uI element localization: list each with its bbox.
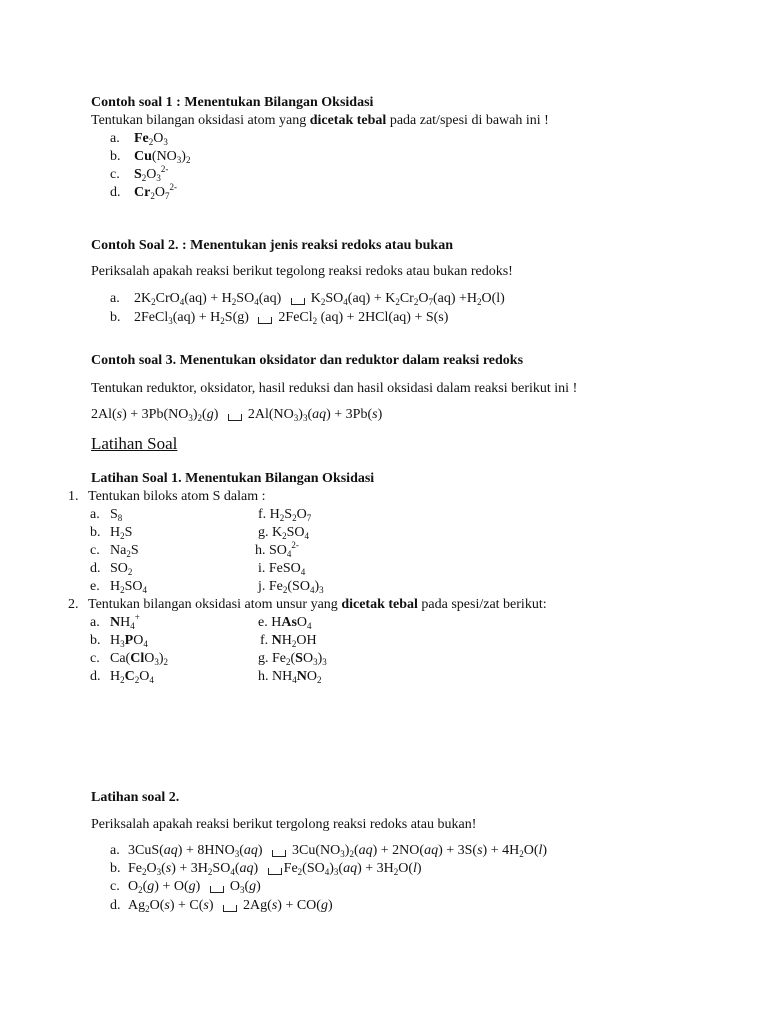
reaction-arrow-icon — [272, 850, 286, 857]
q1-item-b: b. $H_2S$ — [90, 525, 133, 541]
s1-instr-pre: Tentukan bilangan oksidasi atom yang — [91, 113, 310, 128]
q1-item-i: i. FeSO$_4$ — [258, 561, 306, 577]
q2-bold: dicetak tebal — [341, 597, 418, 612]
s2-reaction-b: b. 2FeCl$_3$(aq) + $H_2S(g)$ 2FeCl$_2$ (aq) + 2HCl(aq) + S(s) — [110, 310, 449, 326]
s1-label-b: b. — [110, 149, 121, 164]
q2-item-b: b. $H_3PO_4$ — [90, 633, 148, 649]
s2-instruction: Periksalah apakah reaksi berikut tegolong reaksi redoks atau bukan redoks! — [91, 264, 513, 279]
s1-item-d: d. $Cr_2O_7^{2-}$ — [110, 182, 177, 201]
reaction-arrow-icon — [291, 298, 305, 305]
s3-heading: Contoh soal 3. Menentukan oksidator dan reduktor dalam reaksi redoks — [91, 353, 524, 368]
q1-item-f: f. $H_2S_2O_7$ — [258, 507, 312, 523]
s1-item-a: a. $Fe_2O_3$ — [110, 131, 168, 147]
q1-item-e: e. $H_2SO_4$ — [90, 579, 148, 595]
s3-reaction: $2Al(s) + 3Pb(NO_3)_2(g) 2Al(NO_3)_3(aq) + 3Pb(s)$ — [91, 407, 383, 423]
s1-item-b: b. $Cu(NO_3)_2$ — [110, 149, 191, 165]
reaction-arrow-icon — [268, 868, 282, 875]
s1-instr-post: pada zat/spesi di bawah ini ! — [386, 113, 549, 128]
q1-label-g: g. — [258, 525, 269, 540]
q2-label-f: f. — [260, 633, 269, 648]
q2-number: 2. — [68, 597, 79, 612]
q1-text — [68, 489, 266, 505]
s1-label-a: a. — [110, 131, 120, 146]
ls2-reaction-d: d. $Ag_2O(s) + C(s) 2Ag(s) + CO(g)$ — [110, 898, 333, 914]
q2-item-h: h. $NH_4NO_2$ — [258, 669, 322, 685]
q1-label-e: e. — [90, 579, 100, 594]
q2-pre: Tentukan bilangan oksidasi atom unsur yang — [88, 597, 342, 612]
q2-post: pada spesi/zat berikut: — [417, 597, 547, 612]
ls2-label-b: b. — [110, 861, 121, 876]
reaction-arrow-icon — [210, 886, 224, 893]
q2-item-a: a. $NH_4^+$ — [90, 612, 140, 631]
q1-label-c: c. — [90, 543, 100, 558]
q2-item-c: c. $Ca(ClO_3)_2$ — [90, 651, 169, 667]
q2-label-g: g. — [258, 651, 269, 666]
ls2-reaction-a: a. $3CuS(aq) + 8HNO_3(aq) 3Cu(NO_3)_2(aq) + 2NO(aq) + 3S(s) + 4H_2O(l)$ — [110, 843, 548, 859]
reaction-arrow-icon — [258, 317, 272, 324]
q1-label-j: j. — [258, 579, 266, 594]
q1-label-b: b. — [90, 525, 101, 540]
q2-item-g: g. $Fe_2(SO_3)_3$ — [258, 651, 327, 667]
q1-label-a: a. — [90, 507, 100, 522]
s1-label-d: d. — [110, 185, 121, 200]
ls2-label-d: d. — [110, 898, 121, 913]
s2-label-a: a. — [110, 291, 120, 306]
s2-heading: Contoh Soal 2. : Menentukan jenis reaksi redoks atau bukan — [91, 238, 454, 253]
ls2-instruction: Periksalah apakah reaksi berikut tergolong reaksi redoks atau bukan! — [91, 817, 477, 832]
q2-text — [68, 597, 547, 613]
q2-label-a: a. — [90, 615, 100, 630]
q1-item-h: h. $SO_4^{2-}$ — [255, 540, 299, 559]
q2-label-d: d. — [90, 669, 101, 684]
q1-label-f: f. — [258, 507, 267, 522]
s1-label-c: c. — [110, 167, 120, 182]
s2-reaction-a: a. $2K_2CrO_4(aq) + H_2SO_4(aq) K_2SO_4(aq) + K_2Cr_2O_7(aq) +H_2O(l)$ — [110, 291, 505, 307]
q2-item-f: f. $NH_2OH$ — [260, 633, 317, 649]
ls2-reaction-c: c. $O_2(g) + O(g)$ $O_3(g)$ — [110, 879, 261, 895]
ls2-label-a: a. — [110, 843, 120, 858]
q1-question: Tentukan biloks atom S dalam : — [88, 489, 266, 504]
ls2-reaction-b: b. $Fe_2O_3(s) + 3H_2SO_4(aq) Fe_2(SO_4)_3(aq) + 3H_2O(l)$ — [110, 861, 422, 877]
q2-label-c: c. — [90, 651, 100, 666]
q2-label-h: h. — [258, 669, 269, 684]
q1-number: 1. — [68, 489, 79, 504]
s1-instruction — [91, 113, 549, 129]
q1-label-d: d. — [90, 561, 101, 576]
q1-label-h: h. — [255, 543, 266, 558]
q1-item-c: c. $Na_2S$ — [90, 543, 139, 559]
ls2-heading: Latihan soal 2. — [91, 790, 180, 805]
s3-instruction: Tentukan reduktor, oksidator, hasil reduksi dan hasil oksidasi dalam reaksi berikut ini ! — [91, 381, 578, 396]
q1-label-i: i. — [258, 561, 266, 576]
reaction-arrow-icon — [228, 414, 242, 421]
latihan-soal-1-heading: Latihan Soal 1. Menentukan Bilangan Oksidasi — [91, 471, 375, 486]
q1-item-a: a. $S_8$ — [90, 507, 123, 523]
q2-item-e: e. HAsO$_4$ — [258, 615, 312, 631]
reaction-arrow-icon — [223, 905, 237, 912]
ls2-label-c: c. — [110, 879, 120, 894]
s1-heading: Contoh soal 1 : Menentukan Bilangan Oksidasi — [91, 95, 374, 110]
s2-label-b: b. — [110, 310, 121, 325]
q1-item-g: g. $K_2SO_4$ — [258, 525, 310, 541]
q1-item-d: d. $SO_2$ — [90, 561, 133, 577]
s1-item-c: c. $S_2O_3^{2-}$ — [110, 164, 169, 183]
q2-label-b: b. — [90, 633, 101, 648]
latihan-title: Latihan Soal — [91, 434, 178, 453]
q2-label-e: e. — [258, 615, 268, 630]
s1-instr-bold: dicetak tebal — [309, 113, 387, 128]
q1-item-j: j. $Fe_2(SO_4)_3$ — [258, 579, 324, 595]
q2-item-d: d. $H_2C_2O_4$ — [90, 669, 154, 685]
